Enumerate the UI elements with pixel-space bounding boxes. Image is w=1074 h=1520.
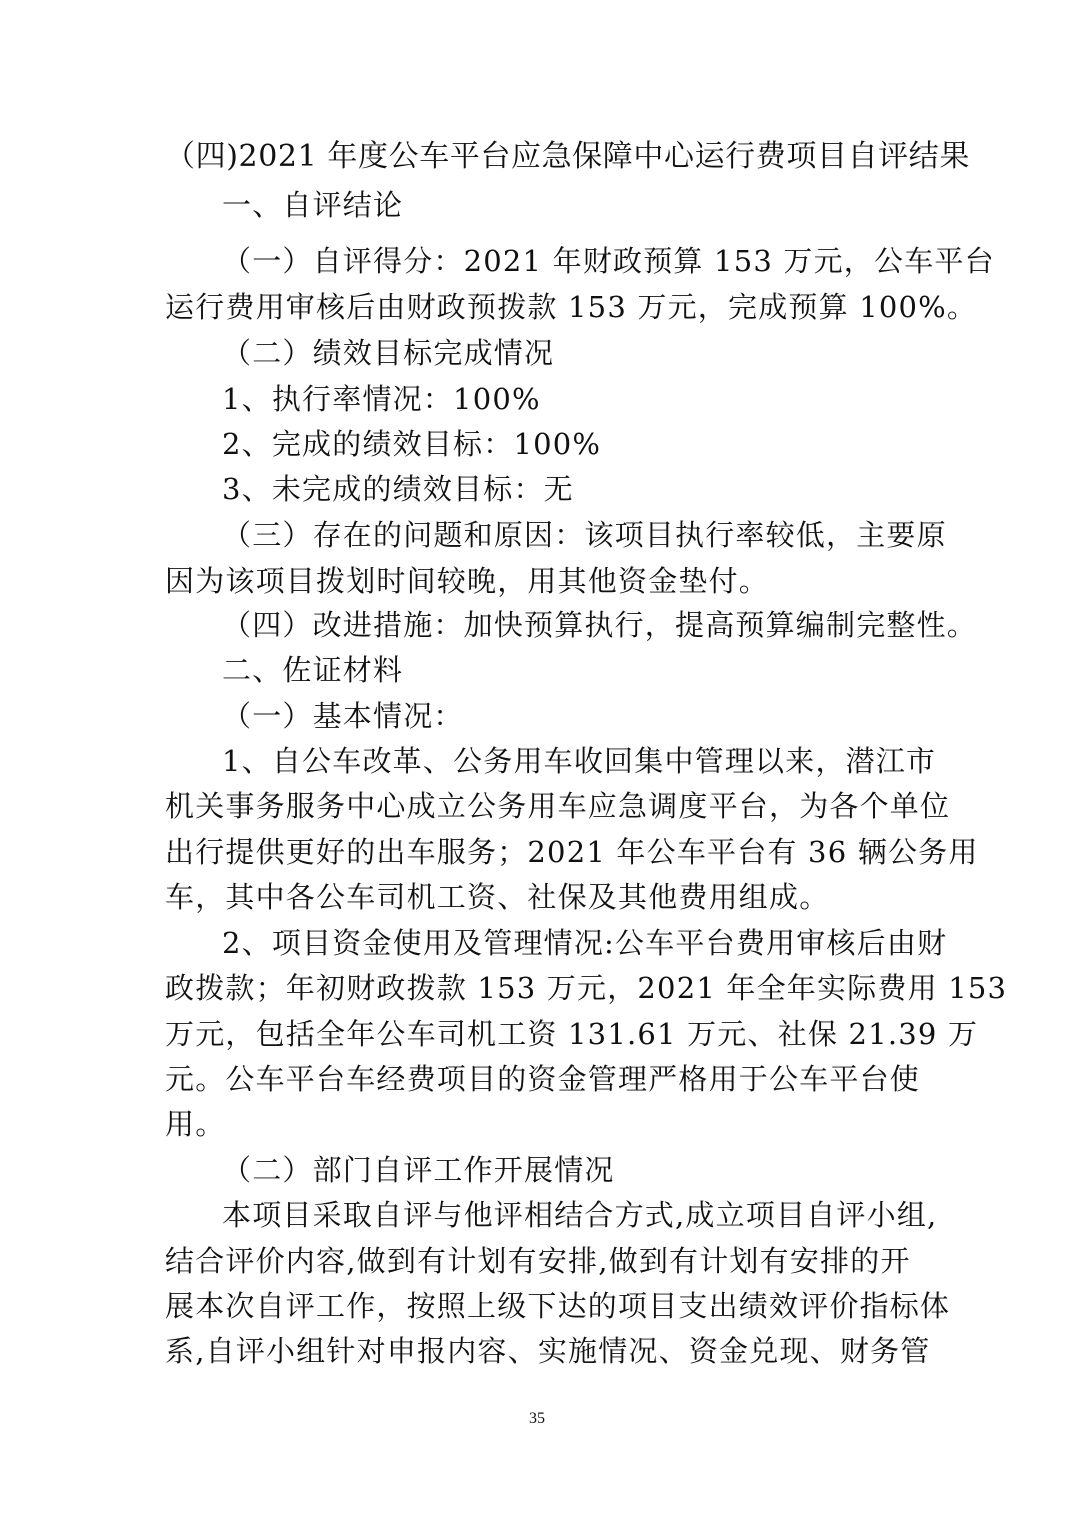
heading-self-evaluation-conclusion: 一、自评结论 [222, 188, 404, 222]
paragraph-line: 用。 [165, 1107, 226, 1141]
paragraph-line: （四）改进措施：加快预算执行，提高预算编制完整性。 [222, 608, 978, 642]
paragraph-line: （一）自评得分：2021 年财政预算 153 万元，公车平台 [222, 244, 995, 278]
subheading-performance-goals: （二）绩效目标完成情况 [222, 336, 555, 370]
paragraph-line: 结合评价内容,做到有计划有安排,做到有计划有安排的开 [165, 1244, 911, 1278]
subheading-basic-situation: （一）基本情况： [222, 699, 464, 733]
paragraph-line: 系,自评小组针对申报内容、实施情况、资金兑现、财务管 [165, 1334, 931, 1368]
list-item: 3、未完成的绩效目标：无 [222, 472, 574, 506]
paragraph-line: 本项目采取自评与他评相结合方式,成立项目自评小组, [222, 1198, 938, 1232]
paragraph-line: 元。公车平台车经费项目的资金管理严格用于公车平台使 [165, 1062, 921, 1096]
page-number: 35 [529, 1410, 545, 1427]
list-item: 2、完成的绩效目标：100% [222, 427, 602, 461]
paragraph-line: 政拨款；年初财政拨款 153 万元，2021 年全年实际费用 153 [165, 971, 1008, 1005]
paragraph-line: 出行提供更好的出车服务；2021 年公车平台有 36 辆公务用 [165, 835, 979, 869]
paragraph-line: 2、项目资金使用及管理情况:公车平台费用审核后由财 [222, 926, 948, 960]
subheading-self-evaluation-work: （二）部门自评工作开展情况 [222, 1153, 615, 1187]
paragraph-line: （三）存在的问题和原因：该项目执行率较低，主要原 [222, 518, 947, 552]
paragraph-line: 车，其中各公车司机工资、社保及其他费用组成。 [165, 880, 830, 914]
paragraph-line: 运行费用审核后由财政预拨款 153 万元，完成预算 100%。 [165, 290, 978, 324]
paragraph-line: 1、自公车改革、公务用车收回集中管理以来，潜江市 [222, 744, 937, 778]
paragraph-line: 机关事务服务中心成立公务用车应急调度平台，为各个单位 [165, 789, 951, 823]
heading-supporting-materials: 二、佐证材料 [222, 653, 404, 687]
paragraph-line: 万元，包括全年公车司机工资 131.61 万元、社保 21.39 万 [165, 1017, 979, 1051]
paragraph-line: 展本次自评工作，按照上级下达的项目支出绩效评价指标体 [165, 1289, 951, 1323]
list-item: 1、执行率情况：100% [222, 382, 541, 416]
section-title: （四)2021 年度公车平台应急保障中心运行费项目自评结果 [165, 139, 970, 174]
paragraph-line: 因为该项目拨划时间较晚，用其他资金垫付。 [165, 564, 770, 598]
